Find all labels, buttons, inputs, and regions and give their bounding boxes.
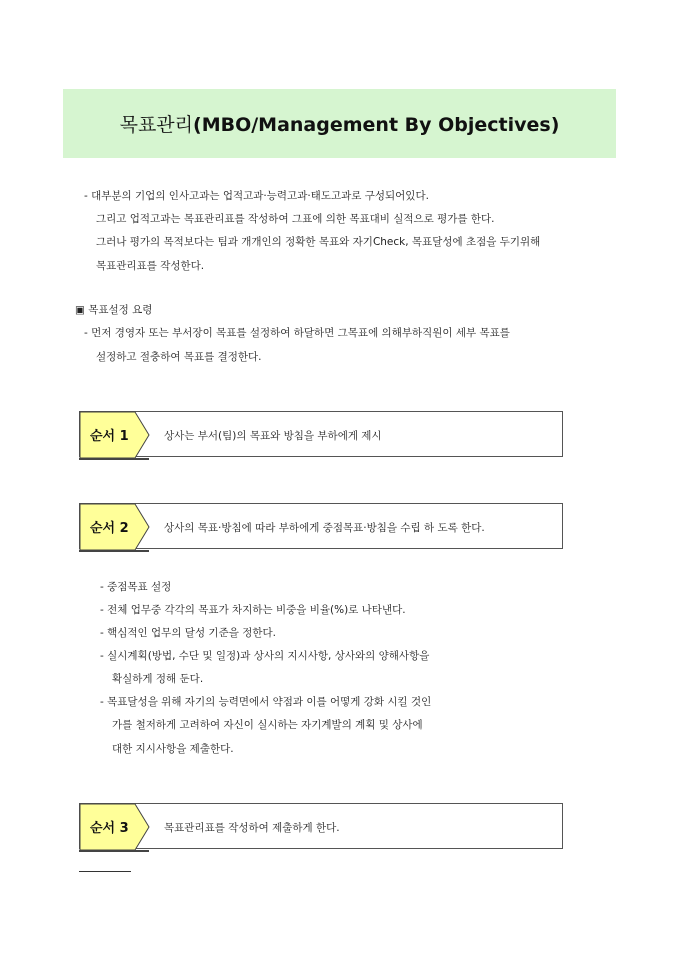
- step-text: 목표관리표를 작성하여 제출하게 한다.: [164, 822, 340, 834]
- section-heading: ▣ 목표설정 요령: [75, 304, 153, 316]
- bullet-line: 가를 철저하게 고려하여 자신이 실시하는 자기계발의 계획 및 상사에: [112, 719, 423, 731]
- step-box-1: [79, 411, 563, 457]
- title-english: (MBO/Management By Objectives): [193, 114, 560, 136]
- step-tag: [80, 504, 149, 550]
- title-korean: 목표관리: [119, 114, 194, 136]
- step-box-3: [79, 803, 563, 849]
- divider: [79, 850, 149, 852]
- bullet-line: - 목표달성을 위해 자기의 능력면에서 약점과 이를 어떻게 강화 시킬 것인: [100, 696, 432, 708]
- step-tag: [80, 412, 149, 458]
- step-box-2: [79, 503, 563, 549]
- intro-line: 그러나 평가의 목적보다는 팀과 개개인의 정확한 목표와 자기Check, 목표달성에 초점을 두기위해: [96, 236, 541, 248]
- intro-line: - 대부분의 기업의 인사고과는 업적고과·능력고과·태도고과로 구성되어있다.: [84, 190, 429, 202]
- intro-line: 목표관리표를 작성한다.: [96, 260, 205, 272]
- bullet-line: - 실시계획(방법, 수단 및 일정)과 상사의 지시사항, 상사와의 양해사항을: [100, 650, 430, 662]
- step-tag: [80, 804, 149, 850]
- bullet-line: - 전체 업무중 각각의 목표가 차지하는 비중을 비율(%)로 나타낸다.: [100, 604, 406, 616]
- step-text: 상사의 목표·방침에 따라 부하에게 중점목표·방침을 수립 하 도록 한다.: [164, 522, 485, 534]
- bullet-line: - 핵심적인 업무의 달성 기준을 정한다.: [100, 627, 276, 639]
- bullet-line: 확실하게 정해 둔다.: [112, 673, 204, 685]
- divider: [79, 550, 149, 552]
- intro-line: 그리고 업적고과는 목표관리표를 작성하여 그표에 의한 목표대비 실적으로 평가를 한다.: [96, 213, 495, 225]
- step-text: 상사는 부서(팀)의 목표와 방침을 부하에게 제시: [164, 430, 382, 442]
- section-line: - 먼저 경영자 또는 부서장이 목표를 설정하여 하달하면 그목표에 의해부하직원이 세부 목표를: [84, 327, 510, 339]
- step-label: 순서 1: [90, 429, 129, 444]
- step-label: 순서 2: [90, 521, 129, 536]
- step-label: 순서 3: [90, 821, 129, 836]
- divider: [79, 458, 149, 460]
- footnote-divider: [79, 871, 131, 872]
- title-banner: [63, 89, 616, 158]
- page-title: [120, 110, 560, 137]
- bullet-line: - 중점목표 설정: [100, 581, 172, 593]
- section-line: 설정하고 절충하여 목표를 결정한다.: [96, 351, 262, 363]
- bullet-line: 대한 지시사항을 제출한다.: [112, 743, 234, 755]
